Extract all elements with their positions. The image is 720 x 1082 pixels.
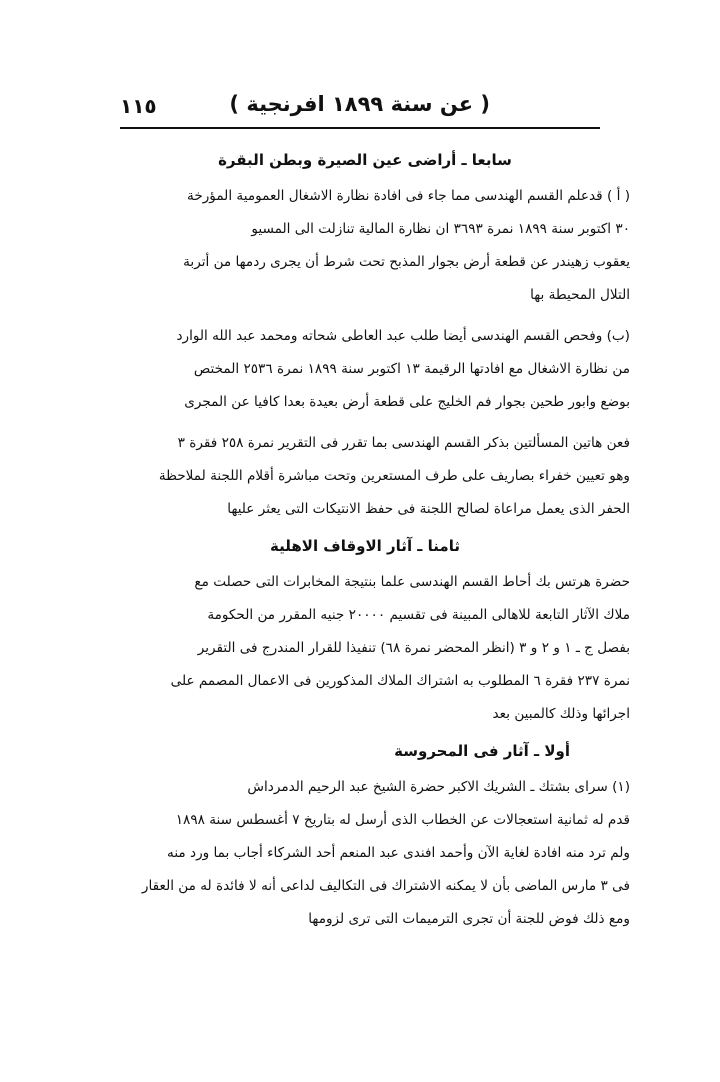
text-line: ولم ترد منه افادة لغاية الآن وأحمد افندى عبد المنعم أحد الشركاء أجاب بما ورد منه [167,845,630,861]
text-line: ملاك الآثار التابعة للاهالى المبينة فى تقسيم ٢٠٠٠٠ جنيه المقرر من الحكومة [207,607,630,623]
page-header [120,92,600,126]
text-line: (١) سراى بشتك ـ الشريك الاكبر حضرة الشيخ عبد الرحيم الدمرداش [247,779,630,795]
section-heading-eighth: ثامنا ـ آثار الاوقاف الاهلية [270,537,460,555]
text-line: ومع ذلك فوض للجنة أن تجرى الترميمات التى ترى لزومها [308,911,630,927]
paragraph-first [100,771,630,936]
paragraph-c [100,427,630,526]
header-rule [120,127,600,129]
page-number: ١١٥ [120,94,157,118]
text-line: الحفر الذى يعمل مراعاة لصالح اللجنة فى حفظ الانتيكات التى يعثر عليها [227,501,630,517]
text-line: قدم له ثمانية استعجالات عن الخطاب الذى أرسل له بتاريخ ٧ أغسطس سنة ١٨٩٨ [175,812,630,828]
paragraph-eighth [100,566,630,731]
spacer [100,419,630,427]
text-line: وهو تعيين خفراء بصاريف على طرف المستعرين وتحت مباشرة أقلام اللجنة لملاحظة [158,468,630,484]
text-line: التلال المحيطة بها [530,287,630,303]
page-body [100,140,630,936]
paragraph-b [100,320,630,419]
text-line: ( أ ) قدعلم القسم الهندسى مما جاء فى افادة نظارة الاشغال العمومية المؤرخة [187,188,630,204]
text-line: فعن هاتين المسألتين بذكر القسم الهندسى بما تقرر فى التقرير نمرة ٢٥٨ فقرة ٣ [177,435,630,451]
text-line: يعقوب زهيندر عن قطعة أرض بجوار المذبح تحت شرط أن يجرى ردمها من أتربة [183,254,630,270]
running-title: ( عن سنة ١٨٩٩ افرنجية ) [229,92,490,116]
text-line: فى ٣ مارس الماضى بأن لا يمكنه الاشتراك فى التكاليف لداعى أنه لا فائدة له من العقار [141,878,630,894]
text-line: حضرة هرتس بك أحاط القسم الهندسى علما بنتيجة المخابرات التى حصلت مع [194,574,630,590]
paragraph-a [100,180,630,312]
spacer [100,312,630,320]
text-line: بفصل ج ـ ١ و ٢ و ٣ (انظر المحضر نمرة ٦٨) تنفيذا للقرار المندرج فى التقرير [197,640,630,656]
text-line: (ب) وفحص القسم الهندسى أيضا طلب عبد العاطى شحاته ومحمد عبد الله الوارد [176,328,630,344]
text-line: من نظارة الاشغال مع افادتها الرقيمة ١٣ اكتوبر سنة ١٨٩٩ نمرة ٢٥٣٦ المختص [193,361,630,377]
text-line: نمرة ٢٣٧ فقرة ٦ المطلوب به اشتراك الملاك المذكورين فى الاعمال المصمم على [170,673,630,689]
text-line: بوضع وابور طحين بجوار فم الخليج على قطعة أرض بعيدة بعدا كافيا عن المجرى [184,394,630,410]
section-heading-seventh: سابعا ـ أراضى عين الصيرة وبطن البقرة [218,151,512,169]
text-line: اجرائها وذلك كالمبين بعد [492,706,630,722]
text-line: ٣٠ اكتوبر سنة ١٨٩٩ نمرة ٣٦٩٣ ان نظارة المالية تنازلت الى المسيو [251,221,630,237]
section-heading-first: أولا ـ آثار فى المحروسة [394,742,570,760]
